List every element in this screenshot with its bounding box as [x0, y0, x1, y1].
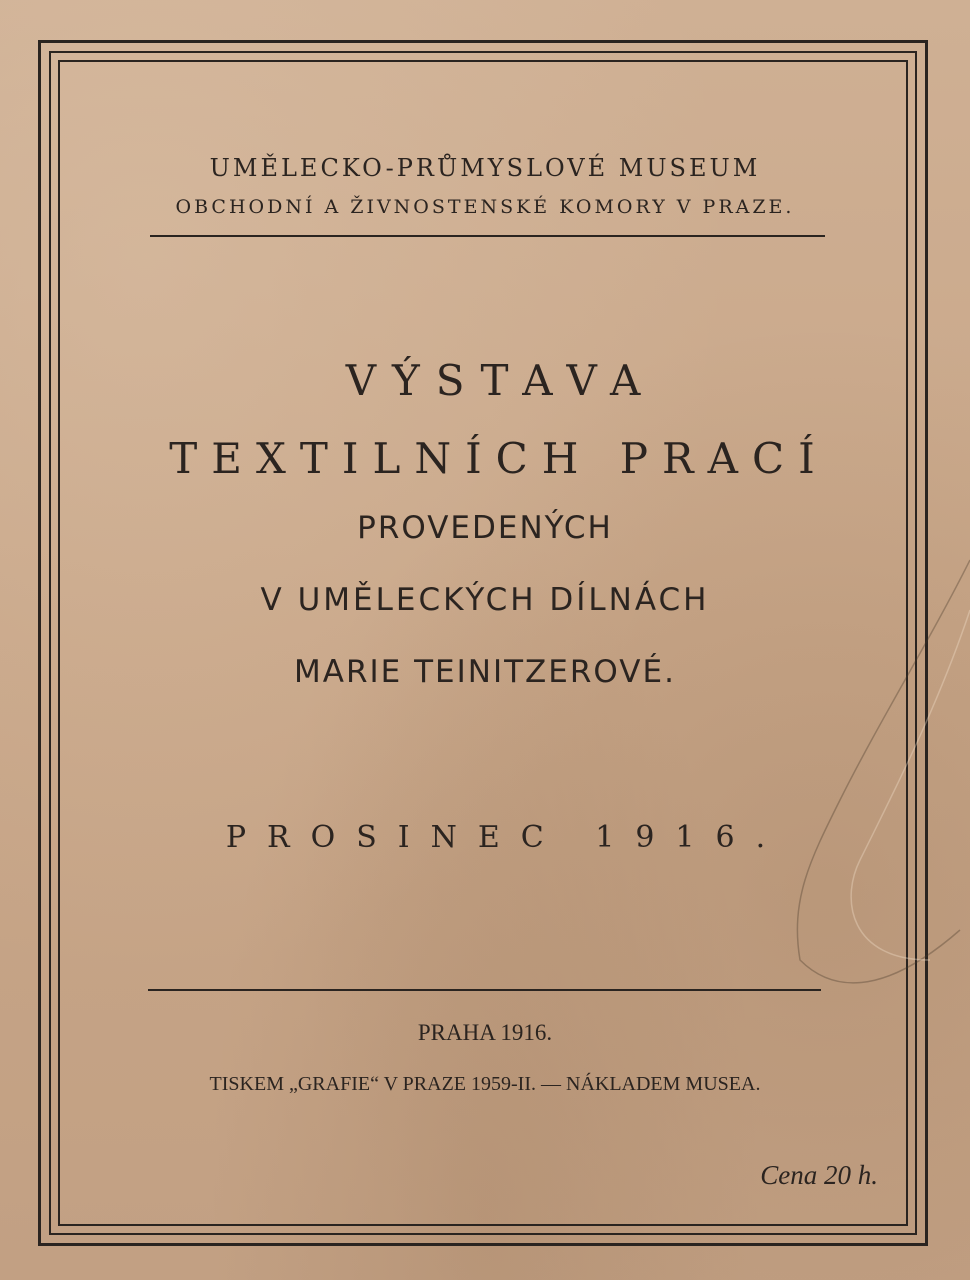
title-line-5: MARIE TEINITZEROVÉ. — [294, 654, 676, 690]
institution-name: UMĚLECKO-PRŮMYSLOVÉ MUSEUM — [209, 154, 761, 182]
header-divider — [150, 235, 825, 237]
exhibition-date: PROSINEC 1916. — [225, 820, 787, 855]
printer-imprint: TISKEM „GRAFIE“ V PRAZE 1959-II. — NÁKLADEM MUSEA. — [209, 1073, 761, 1095]
publication-place: PRAHA 1916. — [417, 1020, 553, 1045]
price-label: Cena 20 h. — [760, 1160, 878, 1190]
title-line-3: PROVEDENÝCH — [357, 510, 613, 546]
title-line-1: VÝSTAVA — [345, 356, 657, 405]
footer-divider — [148, 989, 821, 991]
title-line-2: TEXTILNÍCH PRACÍ — [169, 434, 829, 483]
title-line-4: V UMĚLECKÝCH DÍLNÁCH — [260, 582, 710, 618]
chamber-name: OBCHODNÍ A ŽIVNOSTENSKÉ KOMORY V PRAZE. — [175, 196, 795, 218]
